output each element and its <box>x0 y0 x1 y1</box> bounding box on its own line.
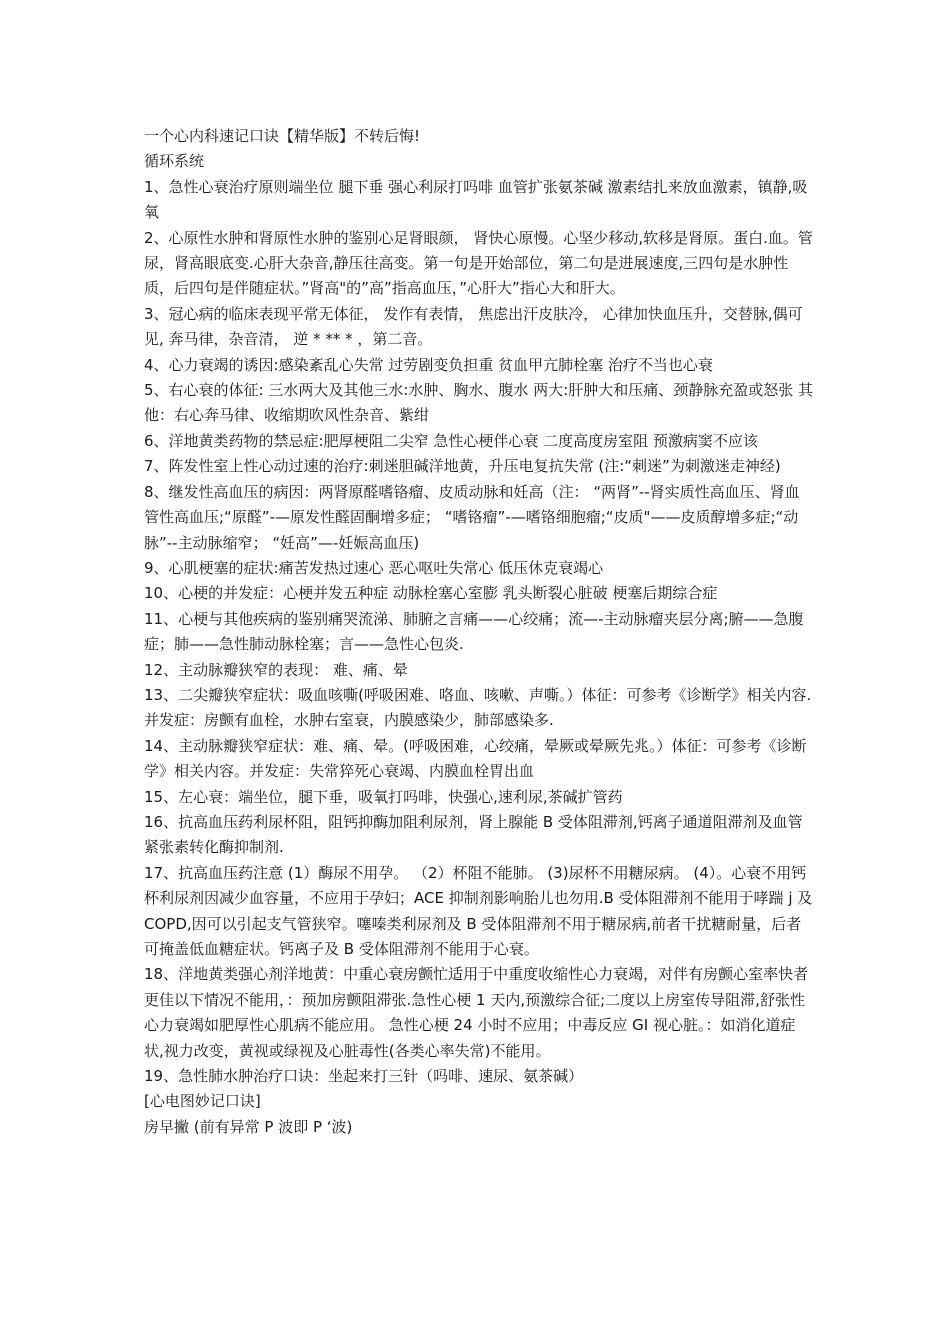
mnemonic-list <box>144 175 814 1090</box>
list-item: 14、主动脉瓣狭窄症状：难、痛、晕。(呼吸困难，心绞痛，晕厥或晕厥先兆。）体征：可参考《诊断学》相关内容。并发症：失常猝死心衰竭、内膜血栓胃出血 <box>144 736 807 781</box>
list-item: 8、继发性高血压的病因：两肾原醛嗜铬瘤、皮质动脉和妊高（注： “两肾”--肾实质性高血压、肾血管性高血压;“原醛”-—原发性醛固酮增多症； “嗜铬瘤”-—嗜铬细胞瘤;“皮质"——皮质醇增多症;“动脉”--主动脉缩窄； “妊高”—-妊娠高血压) <box>144 482 800 552</box>
list-item: 15、左心衰：端坐位，腿下垂，吸氧打吗啡，快强心,速利尿,茶碱扩管药 <box>144 787 623 806</box>
list-item: 16、抗高血压药利尿杯阻，阻钙抑酶加阻利尿剂，肾上腺能 B 受体阻滞剂,钙离子通道阻滞剂及血管紧张素转化酶抑制剂. <box>144 812 803 857</box>
list-item: 7、阵发性室上性心动过速的治疗:刺迷胆碱洋地黄，升压电复抗失常 (注:“刺迷”为刺激迷走神经) <box>144 457 781 476</box>
list-item: 19、急性肺水肿治疗口诀：坐起来打三针（吗啡、速尿、氨茶碱） <box>144 1067 584 1086</box>
ecg-first-line: 房早撇 (前有异常 P 波即 P ‘波) <box>144 1117 353 1136</box>
document-body <box>144 124 814 1140</box>
list-item: 10、心梗的并发症：心梗并发五种症 动脉栓塞心室膨 乳头断裂心脏破 梗塞后期综合症 <box>144 584 718 603</box>
list-item: 6、洋地黄类药物的禁忌症:肥厚梗阻二尖窄 急性心梗伴心衰 二度高度房室阻 预激病窦不应该 <box>144 431 758 450</box>
list-item: 1、急性心衰治疗原则端坐位 腿下垂 强心利尿打吗啡 血管扩张氨茶碱 激素结扎来放血激素，镇静,吸氧 <box>144 177 808 222</box>
section-heading: 循环系统 <box>144 152 205 171</box>
list-item: 17、抗高血压药注意 (1）酶尿不用孕。 （2）杯阻不能肺。 (3)尿杯不用糖尿病。 (4）。心衰不用钙杯利尿剂因减少血容量，不应用于孕妇；ACE 抑制剂影响胎儿也勿用.B 受体阻滞剂不能用于哮踹 j 及 COPD,因可以引起支气管狭窄。噻嗪类利尿剂及 B 受体阻滞剂不用于糖尿病,前者干扰糖耐量，后者可掩盖低血糖症状。钙离子及 B 受体阻滞剂不能用于心衰。 <box>144 863 813 958</box>
list-item: 5、右心衰的体征: 三水两大及其他三水:水肿、胸水、腹水 两大:肝肿大和压痛、颈静脉充盈或怒张 其他：右心奔马律、收缩期吹风性杂音、紫绀 <box>144 381 814 425</box>
list-item: 13、二尖瓣狭窄症状：吸血咳嘶(呼吸困难、咯血、咳嗽、声嘶。）体征：可参考《诊断学》相关内容.并发症：房颤有血栓，水肿右室衰，内膜感染少，肺部感染多. <box>144 685 812 730</box>
list-item: 3、冠心病的临床表现平常无体征， 发作有表情， 焦虑出汗皮肤冷， 心律加快血压升，交替脉,偶可见, 奔马律，杂音清， 逆 * ** * ，第二音。 <box>144 304 803 349</box>
document-title: 一个心内科速记口诀【精华版】不转后悔! <box>144 127 421 145</box>
list-item: 2、心原性水肿和肾原性水肿的鉴别心足肾眼颜， 肾快心原慢。心坚少移动,软移是肾原。蛋白.血。管尿，肾高眼底变.心肝大杂音,静压往高变。第一句是开始部位，第二句是进展速度,三四句是水肿性质，后四句是伴随症状。”肾高"的”高”指高血压，”心肝大”指心大和肝大。 <box>144 228 813 298</box>
ecg-subheading: [心电图妙记口诀] <box>144 1092 261 1111</box>
list-item: 4、心力衰竭的诱因:感染紊乱心失常 过劳剧变负担重 贫血甲亢肺栓塞 治疗不当也心衰 <box>144 355 713 374</box>
list-item: 9、心肌梗塞的症状:痛苦发热过速心 恶心呕吐失常心 低压休克衰竭心 <box>144 558 604 577</box>
list-item: 18、洋地黄类强心剂洋地黄：中重心衰房颤忙适用于中重度收缩性心力衰竭，对伴有房颤心室率快者更佳以下情况不能用，：预加房颤阻滞张.急性心梗 1 天内,预激综合征;二度以上房室传导阻滞,舒张性心力衰竭如肥厚性心肌病不能应用。 急性心梗 24 小时不应用；中毒反应 GI 视心脏。：如消化道症状,视力改变，黄视或绿视及心脏毒性(各类心率失常)不能用。 <box>144 965 809 1060</box>
list-item: 12、主动脉瓣狭窄的表现： 难、痛、晕 <box>144 660 408 679</box>
list-item: 11、心梗与其他疾病的鉴别痛哭流涕、肺腑之言痛——心绞痛；流—-主动脉瘤夹层分离;腑——急腹症；肺——急性肺动脉栓塞；言——急性心包炎. <box>144 609 804 654</box>
